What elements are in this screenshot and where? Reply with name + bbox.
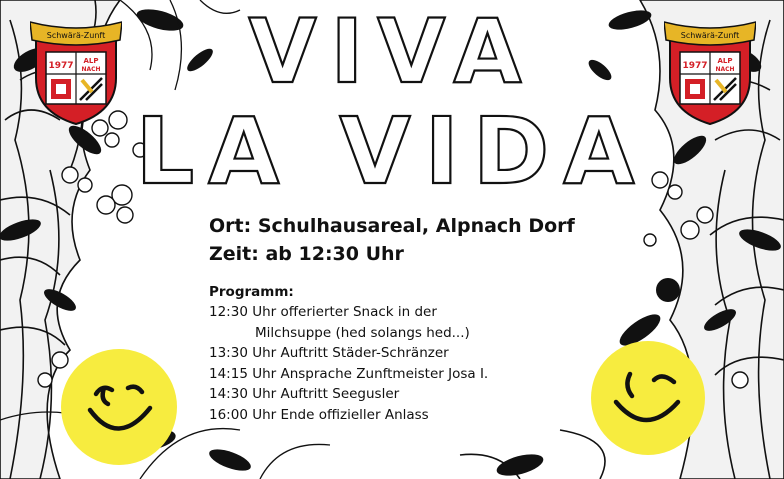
title-line-1: VIVA <box>248 0 536 103</box>
crest-place-bottom: NACH <box>81 66 101 73</box>
location-text: Ort: Schulhausareal, Alpnach Dorf <box>209 215 575 237</box>
programme-item: 14:30 Uhr Auftritt Seegusler <box>209 386 400 402</box>
programme-heading: Programm: <box>209 284 294 300</box>
programme-item: 14:15 Uhr Ansprache Zunftmeister Josa I. <box>209 365 489 382</box>
wink-smiley-right-icon <box>590 340 706 456</box>
crest-banner-text: Schwärä-Zunft <box>680 31 740 40</box>
programme-item: Milchsuppe (hed solangs hed...) <box>255 324 470 341</box>
crest-banner-text: Schwärä-Zunft <box>46 31 106 40</box>
title-line-2: LA VIDA <box>135 98 649 205</box>
crest-year: 1977 <box>48 61 74 71</box>
programme-item: 12:30 Uhr offerierter Snack in der <box>209 304 437 320</box>
event-details <box>209 212 575 268</box>
time-text: Zeit: ab 12:30 Uhr <box>209 243 404 265</box>
programme-section <box>209 283 488 425</box>
crest-place-top: ALP <box>83 57 99 65</box>
programme-item: 13:30 Uhr Auftritt Städer-Schränzer <box>209 345 449 361</box>
programme-item: 16:00 Uhr Ende offizieller Anlass <box>209 406 429 423</box>
wink-smiley-left-icon <box>60 348 178 466</box>
crest-year: 1977 <box>682 61 708 71</box>
crest-place-bottom: NACH <box>715 66 735 73</box>
crest-place-top: ALP <box>717 57 733 65</box>
guild-crest-left <box>30 16 122 126</box>
guild-crest-right <box>664 16 756 126</box>
